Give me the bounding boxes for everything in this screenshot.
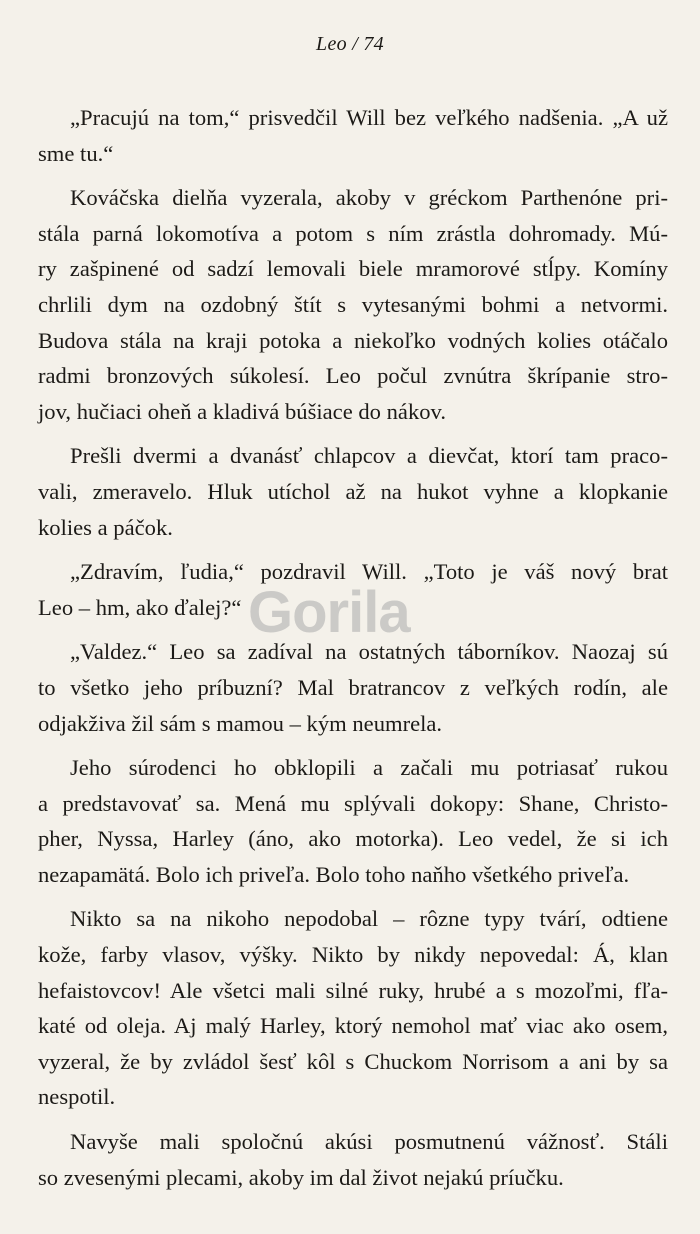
paragraph-gap: [38, 545, 668, 554]
text-line: hefaistovcov! Ale všetci mali silné ruky, hrubé a s mozoľmi, fľa-: [38, 977, 668, 1003]
paragraph-gap: [38, 429, 668, 438]
text-line: Budova stála na kraji potoka a niekoľko vodných kolies otáčalo: [38, 327, 668, 353]
body-text: [38, 100, 668, 1195]
text-line: kože, farby vlasov, výšky. Nikto by nikdy nepovedal: Á, klan: [38, 942, 668, 968]
text-line: Jeho súrodenci ho obklopili a začali mu potriasať rukou: [70, 755, 668, 781]
text-line: ry zašpinené od sadzí lemovali biele mramorové stĺpy. Komíny: [38, 256, 668, 282]
text-line: Kováčska dielňa vyzerala, akoby v gréckom Parthenóne pri-: [70, 185, 668, 211]
text-line: katé od oleja. Aj malý Harley, ktorý nemohol mať viac ako osem,: [38, 1013, 668, 1039]
text-line: „Pracujú na tom,“ prisvedčil Will bez veľkého nadšenia. „A už: [70, 105, 668, 130]
watermark-logo: Gorila: [248, 580, 410, 645]
running-header: Leo / 74: [316, 33, 384, 55]
paragraph-gap: [38, 892, 668, 901]
paragraph-gap: [38, 741, 668, 750]
text-line: vali, zmeravelo. Hluk utíchol až na hukot vyhne a klopkanie: [38, 478, 668, 504]
text-line: nespotil.: [38, 1084, 116, 1110]
text-line: nezapamätá. Bolo ich priveľa. Bolo toho naňho všetkého priveľa.: [38, 861, 630, 887]
text-line: Navyše mali spoločnú akúsi posmutnenú vážnosť. Stáli: [70, 1129, 668, 1155]
text-line: chrlili dym na ozdobný štít s vytesanými bohmi a netvormi.: [38, 291, 668, 317]
text-line: Prešli dvermi a dvanásť chlapcov a dievčat, ktorí tam praco-: [70, 443, 668, 469]
text-line: radmi bronzových súkolesí. Leo počul zvnútra škrípanie stro-: [38, 363, 668, 389]
paragraph-gap: [38, 171, 668, 180]
text-line: stála parná lokomotíva a potom s ním zrástla dohromady. Mú-: [38, 220, 668, 246]
text-line: odjakživa žil sám s mamou – kým neumrela.: [38, 710, 443, 736]
text-line: pher, Nyssa, Harley (áno, ako motorka). Leo vedel, že si ich: [38, 826, 668, 852]
text-line: to všetko jeho príbuzní? Mal bratrancov z veľkých rodín, ale: [38, 674, 668, 700]
text-line: „Valdez.“ Leo sa zadíval na ostatných táborníkov. Naozaj sú: [70, 639, 668, 665]
text-line: kolies a páčok.: [38, 514, 173, 540]
text-line: so zvesenými plecami, akoby im dal život nejakú príučku.: [38, 1164, 564, 1190]
paragraph-gap: [38, 625, 668, 634]
paragraph-gap: [38, 1115, 668, 1124]
text-line: a predstavovať sa. Mená mu splývali dokopy: Shane, Christo-: [38, 790, 668, 816]
text-line: vyzeral, že by zvládol šesť kôl s Chuckom Norrisom a ani by sa: [38, 1048, 668, 1074]
text-line: Leo – hm, ako ďalej?“: [38, 594, 242, 620]
text-line: sme tu.“: [38, 140, 114, 166]
text-line: jov, hučiaci oheň a kladivá búšiace do nákov.: [38, 398, 447, 424]
text-line: „Zdravím, ľudia,“ pozdravil Will. „Toto je váš nový brat: [70, 559, 668, 585]
text-line: Nikto sa na nikoho nepodobal – rôzne typy tvárí, odtiene: [70, 906, 668, 932]
